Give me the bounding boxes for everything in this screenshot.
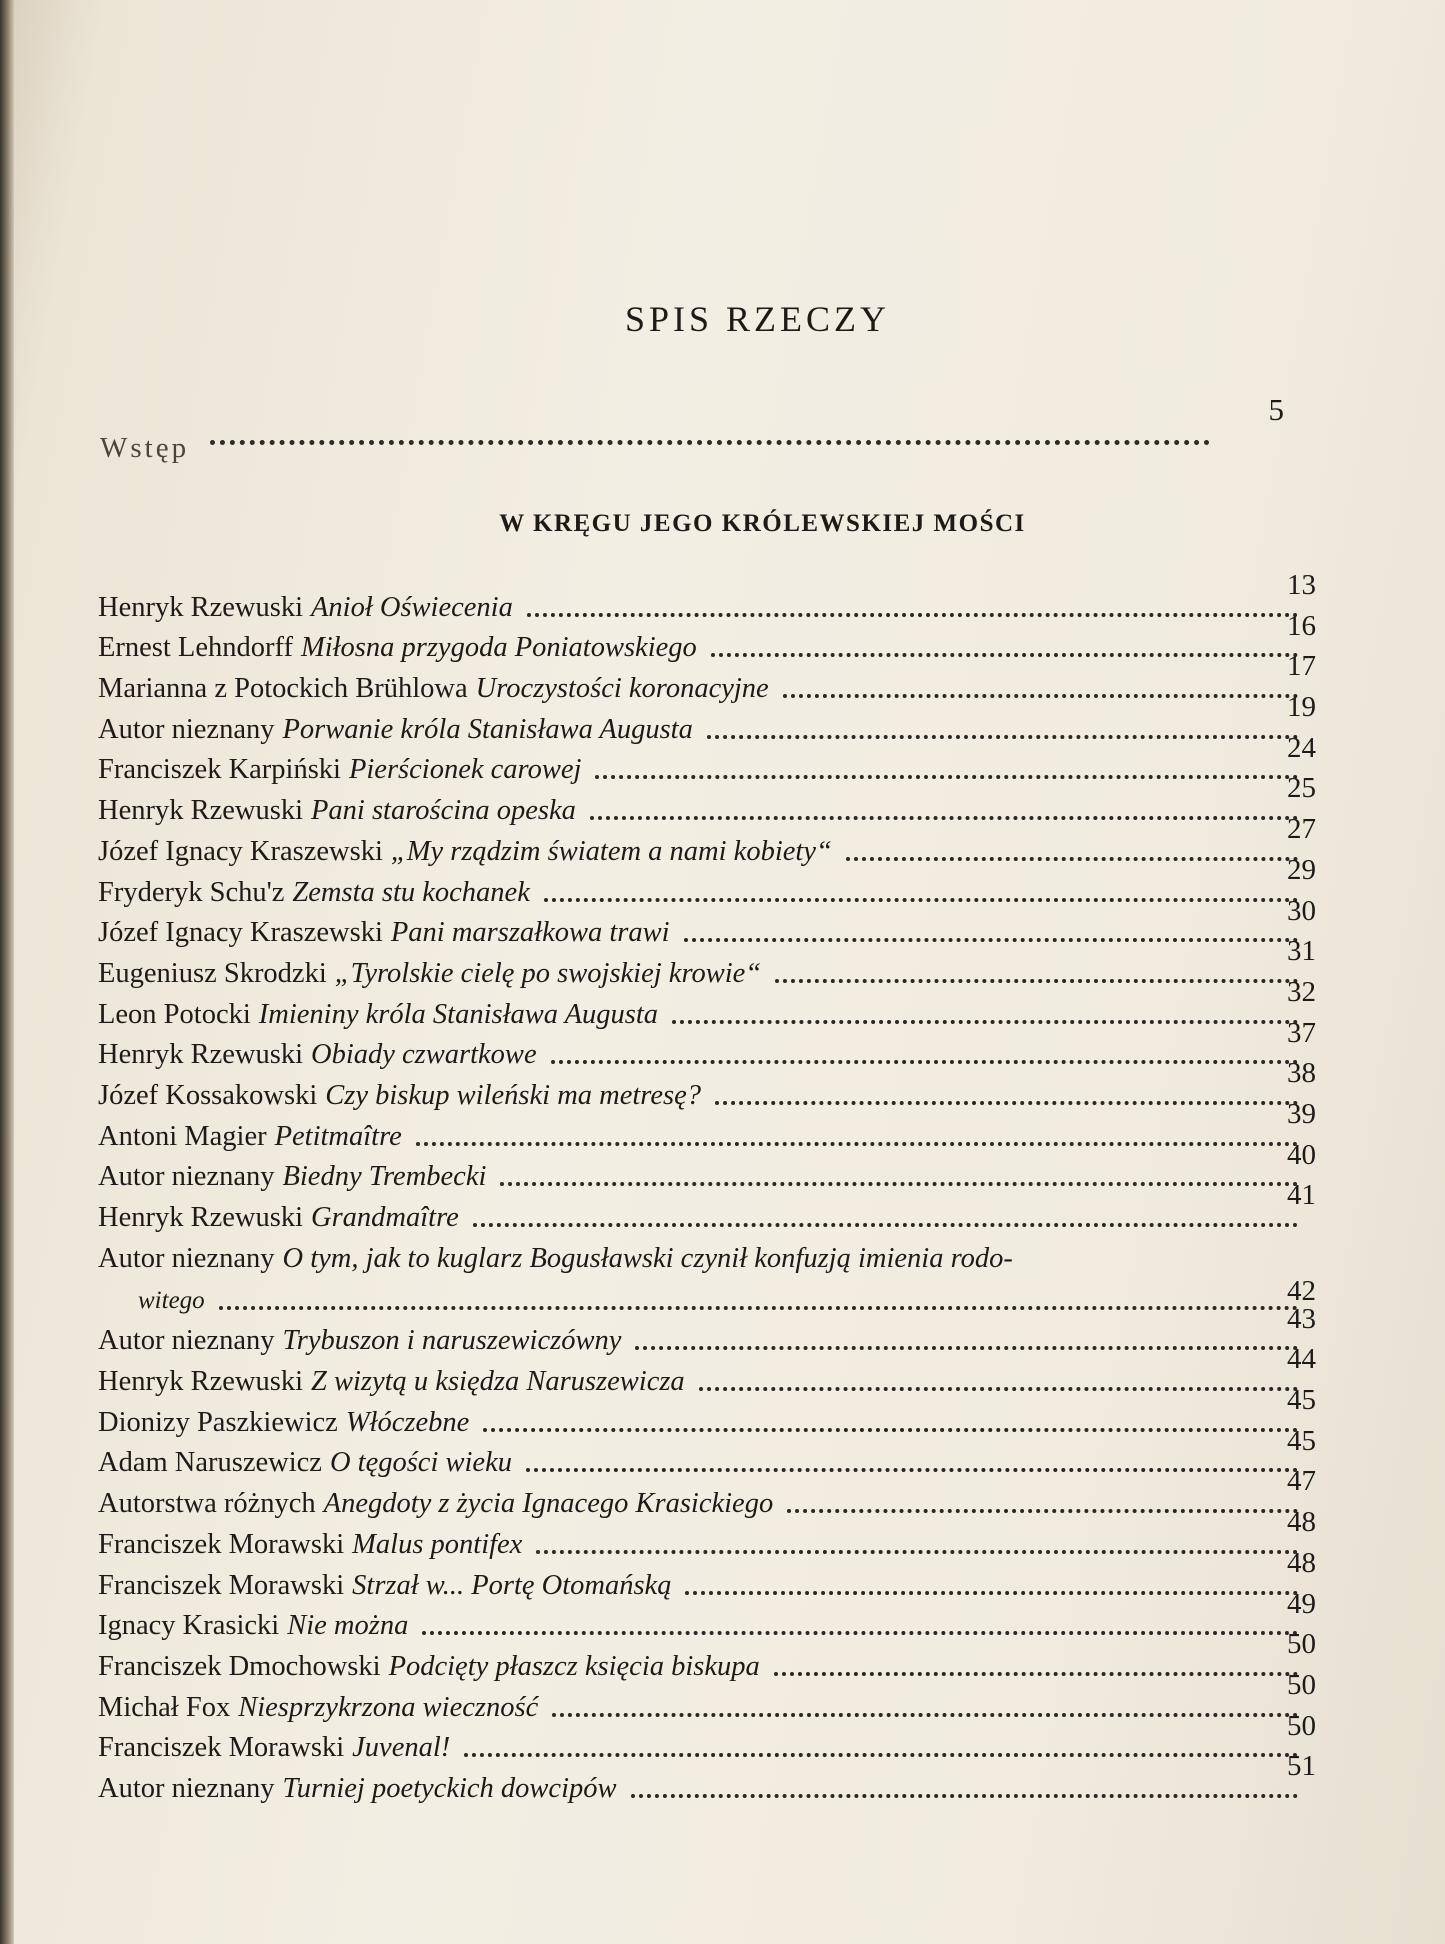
entry-author: Adam Naruszewicz bbox=[98, 1447, 322, 1479]
toc-entry bbox=[98, 609, 1316, 666]
entry-title: Nie można bbox=[287, 1610, 409, 1642]
entry-page-number: 16 bbox=[1287, 609, 1316, 642]
dot-leader bbox=[210, 440, 1210, 445]
dot-leader bbox=[422, 1630, 1298, 1635]
entry-title: Anioł Oświecenia bbox=[311, 591, 513, 623]
entry-page-number: 38 bbox=[1287, 1057, 1316, 1090]
toc-entry bbox=[98, 853, 1316, 910]
dot-leader bbox=[416, 1141, 1298, 1146]
entry-title: Porwanie króla Stanisława Augusta bbox=[282, 713, 693, 745]
entry-page-number: 41 bbox=[1287, 1179, 1316, 1212]
entry-author: Henryk Rzewuski bbox=[98, 795, 303, 827]
entry-author: Henryk Rzewuski bbox=[98, 1202, 303, 1233]
entry-author: Michał Fox bbox=[98, 1691, 231, 1723]
entry-title: Pierścionek carowej bbox=[348, 754, 582, 786]
toc-entry bbox=[98, 1179, 1316, 1235]
entry-author: Autor nieznany bbox=[98, 713, 275, 745]
entry-author: Henryk Rzewuski bbox=[98, 1039, 303, 1071]
entry-title: Włóczebne bbox=[345, 1406, 470, 1438]
toc-entry bbox=[98, 1302, 1316, 1359]
toc-entry bbox=[98, 1668, 1316, 1725]
entry-page-number: 45 bbox=[1287, 1424, 1316, 1457]
entry-page-number: 51 bbox=[1287, 1750, 1316, 1783]
entry-author: Ernest Lehndorff bbox=[98, 632, 293, 664]
entry-page-number: 49 bbox=[1287, 1587, 1316, 1620]
toc-entry bbox=[98, 1546, 1316, 1603]
dot-leader bbox=[527, 612, 1298, 617]
entry-page-number: 45 bbox=[1287, 1384, 1316, 1417]
entry-page-number: 44 bbox=[1287, 1343, 1316, 1376]
entry-page-number: 42 bbox=[1287, 1274, 1316, 1307]
entry-page-number: 50 bbox=[1287, 1709, 1316, 1742]
entry-title: Grandmaître bbox=[311, 1202, 459, 1233]
dot-leader bbox=[787, 1508, 1298, 1513]
toc-entry bbox=[98, 1384, 1316, 1440]
entry-page-number: 48 bbox=[1287, 1506, 1316, 1539]
toc-entry bbox=[98, 1750, 1316, 1806]
entry-page-number: 13 bbox=[1287, 569, 1316, 601]
dot-leader bbox=[631, 1793, 1298, 1798]
entry-author: Autorstwa różnych bbox=[98, 1488, 316, 1520]
entry-title: „My rządzim światem a nami kobiety“ bbox=[390, 835, 832, 867]
entry-author: Antoni Magier bbox=[98, 1120, 267, 1152]
dot-leader bbox=[699, 1386, 1298, 1391]
dot-leader bbox=[551, 1059, 1298, 1064]
entry-author: Ignacy Krasicki bbox=[98, 1610, 280, 1642]
entry-title-continuation: witego bbox=[138, 1286, 205, 1314]
entry-page-number: 29 bbox=[1287, 853, 1316, 886]
entry-page-number: 47 bbox=[1287, 1465, 1316, 1498]
entry-author: Leon Potocki bbox=[98, 998, 251, 1030]
dot-leader bbox=[536, 1549, 1298, 1554]
dot-leader bbox=[711, 652, 1298, 657]
entry-page-number: 19 bbox=[1287, 691, 1316, 724]
entry-author: Autor nieznany bbox=[98, 1772, 275, 1804]
entry-title: Anegdoty z życia Ignacego Krasickiego bbox=[323, 1488, 774, 1520]
entry-page-number: 48 bbox=[1287, 1546, 1316, 1579]
entry-title: Niesprzykrzona wieczność bbox=[238, 1691, 539, 1723]
toc-entry bbox=[98, 731, 1316, 788]
toc-entry bbox=[98, 975, 1316, 1032]
entry-page-number: 30 bbox=[1287, 894, 1316, 927]
entry-title: Obiady czwartkowe bbox=[311, 1039, 537, 1071]
dot-leader bbox=[526, 1467, 1298, 1472]
entry-author: Józef Ignacy Kraszewski bbox=[98, 917, 383, 949]
entry-author: Autor nieznany bbox=[98, 1161, 275, 1193]
entry-title: Z wizytą u księdza Naruszewicza bbox=[311, 1366, 685, 1398]
entry-title: O tęgości wieku bbox=[329, 1447, 512, 1479]
entry-author: Henryk Rzewuski bbox=[98, 1366, 303, 1398]
dot-leader bbox=[500, 1181, 1298, 1186]
entry-page-number: 50 bbox=[1287, 1668, 1316, 1701]
toc-entry bbox=[98, 813, 1316, 869]
entry-title: Imieniny króla Stanisława Augusta bbox=[258, 998, 659, 1030]
book-spine-edge bbox=[0, 0, 14, 1944]
dot-leader bbox=[775, 978, 1298, 983]
dot-leader bbox=[595, 774, 1298, 779]
dot-leader bbox=[774, 1671, 1298, 1676]
dot-leader bbox=[473, 1222, 1298, 1227]
entry-title: Pani starościna opeska bbox=[311, 795, 576, 827]
entry-page-number: 50 bbox=[1287, 1628, 1316, 1661]
entry-author: Dionizy Paszkiewicz bbox=[98, 1406, 338, 1438]
entry-title: Biedny Trembecki bbox=[282, 1161, 487, 1193]
entry-title: Podcięty płaszcz księcia biskupa bbox=[388, 1650, 760, 1682]
entry-author: Franciszek Morawski bbox=[98, 1732, 345, 1764]
entry-title: Pani marszałkowa trawi bbox=[390, 917, 670, 949]
entry-author: Fryderyk Schu'z bbox=[98, 876, 285, 908]
entry-title: Juvenal! bbox=[352, 1732, 451, 1764]
dot-leader bbox=[544, 897, 1298, 902]
dot-leader bbox=[552, 1712, 1298, 1717]
toc-entry bbox=[98, 894, 1316, 951]
entry-author: Marianna z Potockich Brühlowa bbox=[98, 673, 468, 705]
toc-entry bbox=[98, 1016, 1316, 1073]
toc-entry-multiline bbox=[98, 1235, 1316, 1276]
entry-page-number: 17 bbox=[1287, 650, 1316, 683]
entry-author: Franciszek Karpiński bbox=[98, 754, 341, 786]
entry-author: Józef Kossakowski bbox=[98, 1079, 318, 1111]
entry-author: Henryk Rzewuski bbox=[98, 591, 303, 623]
table-of-contents bbox=[98, 569, 1316, 1806]
intro-entry bbox=[100, 392, 1300, 464]
dot-leader bbox=[635, 1345, 1298, 1350]
entry-page-number: 39 bbox=[1287, 1097, 1316, 1130]
toc-entry bbox=[98, 772, 1316, 828]
toc-entry-continuation bbox=[98, 1276, 1316, 1318]
entry-title: Malus pontifex bbox=[352, 1528, 523, 1560]
toc-entry bbox=[98, 1465, 1316, 1521]
intro-label: Wstęp bbox=[100, 432, 190, 464]
entry-author: Autor nieznany bbox=[98, 1325, 275, 1357]
toc-entry bbox=[98, 650, 1316, 706]
entry-page-number: 32 bbox=[1287, 975, 1316, 1008]
toc-entry bbox=[98, 1506, 1316, 1562]
entry-page-number: 37 bbox=[1287, 1016, 1316, 1049]
dot-leader bbox=[590, 815, 1298, 820]
toc-entry bbox=[98, 569, 1316, 625]
section-heading: W KRĘGU JEGO KRÓLEWSKIEJ MOŚCI bbox=[499, 510, 1026, 537]
entry-page-number: 40 bbox=[1287, 1138, 1316, 1171]
dot-leader bbox=[685, 1590, 1298, 1595]
dot-leader bbox=[846, 856, 1298, 861]
dot-leader bbox=[483, 1427, 1298, 1432]
dot-leader bbox=[707, 734, 1298, 739]
entry-author: Józef Ignacy Kraszewski bbox=[98, 835, 383, 867]
entry-title: Strzał w... Portę Otomańską bbox=[352, 1569, 672, 1601]
entry-title: Zemsta stu kochanek bbox=[292, 876, 530, 908]
page-title: SPIS RZECZY bbox=[624, 299, 891, 339]
toc-entry bbox=[98, 1424, 1316, 1481]
entry-page-number: 31 bbox=[1287, 935, 1316, 968]
toc-entry bbox=[98, 1587, 1316, 1644]
entry-author: Eugeniusz Skrodzki bbox=[98, 957, 327, 989]
dot-leader bbox=[672, 1019, 1298, 1024]
entry-title: „Tyrolskie cielę po swojskiej krowie“ bbox=[334, 957, 762, 989]
entry-title: Petitmaître bbox=[274, 1120, 402, 1152]
toc-entry bbox=[98, 1628, 1316, 1684]
entry-author: Franciszek Dmochowski bbox=[98, 1650, 381, 1682]
entry-page-number: 27 bbox=[1287, 813, 1316, 846]
dot-leader bbox=[464, 1752, 1298, 1757]
entry-author: Franciszek Morawski bbox=[98, 1569, 345, 1601]
dot-leader bbox=[219, 1305, 1298, 1310]
dot-leader bbox=[715, 1100, 1298, 1105]
toc-entry bbox=[98, 1057, 1316, 1113]
entry-title: Uroczystości koronacyjne bbox=[475, 673, 769, 705]
entry-page-number: 24 bbox=[1287, 731, 1316, 764]
entry-title: O tym, jak to kuglarz Bogusławski czynił konfuzją imienia rodo- bbox=[282, 1242, 1013, 1274]
entry-title: Turniej poetyckich dowcipów bbox=[282, 1772, 617, 1804]
toc-entry bbox=[98, 935, 1316, 991]
entry-author: Franciszek Morawski bbox=[98, 1528, 345, 1560]
dot-leader bbox=[783, 693, 1298, 698]
entry-page-number: 25 bbox=[1287, 772, 1316, 805]
toc-entry bbox=[98, 1097, 1316, 1154]
entry-title: Czy biskup wileński ma metresę? bbox=[325, 1079, 701, 1111]
entry-title: Miłosna przygoda Poniatowskiego bbox=[300, 632, 697, 664]
toc-entry bbox=[98, 1709, 1316, 1766]
entry-page-number: 43 bbox=[1287, 1302, 1316, 1335]
toc-entry bbox=[98, 691, 1316, 747]
toc-entry bbox=[98, 1138, 1316, 1195]
toc-entry bbox=[98, 1343, 1316, 1399]
entry-author: Autor nieznany bbox=[98, 1242, 275, 1274]
entry-title: Trybuszon i naruszewiczówny bbox=[282, 1325, 622, 1357]
dot-leader bbox=[684, 937, 1298, 942]
intro-page-number: 5 bbox=[1268, 392, 1284, 427]
